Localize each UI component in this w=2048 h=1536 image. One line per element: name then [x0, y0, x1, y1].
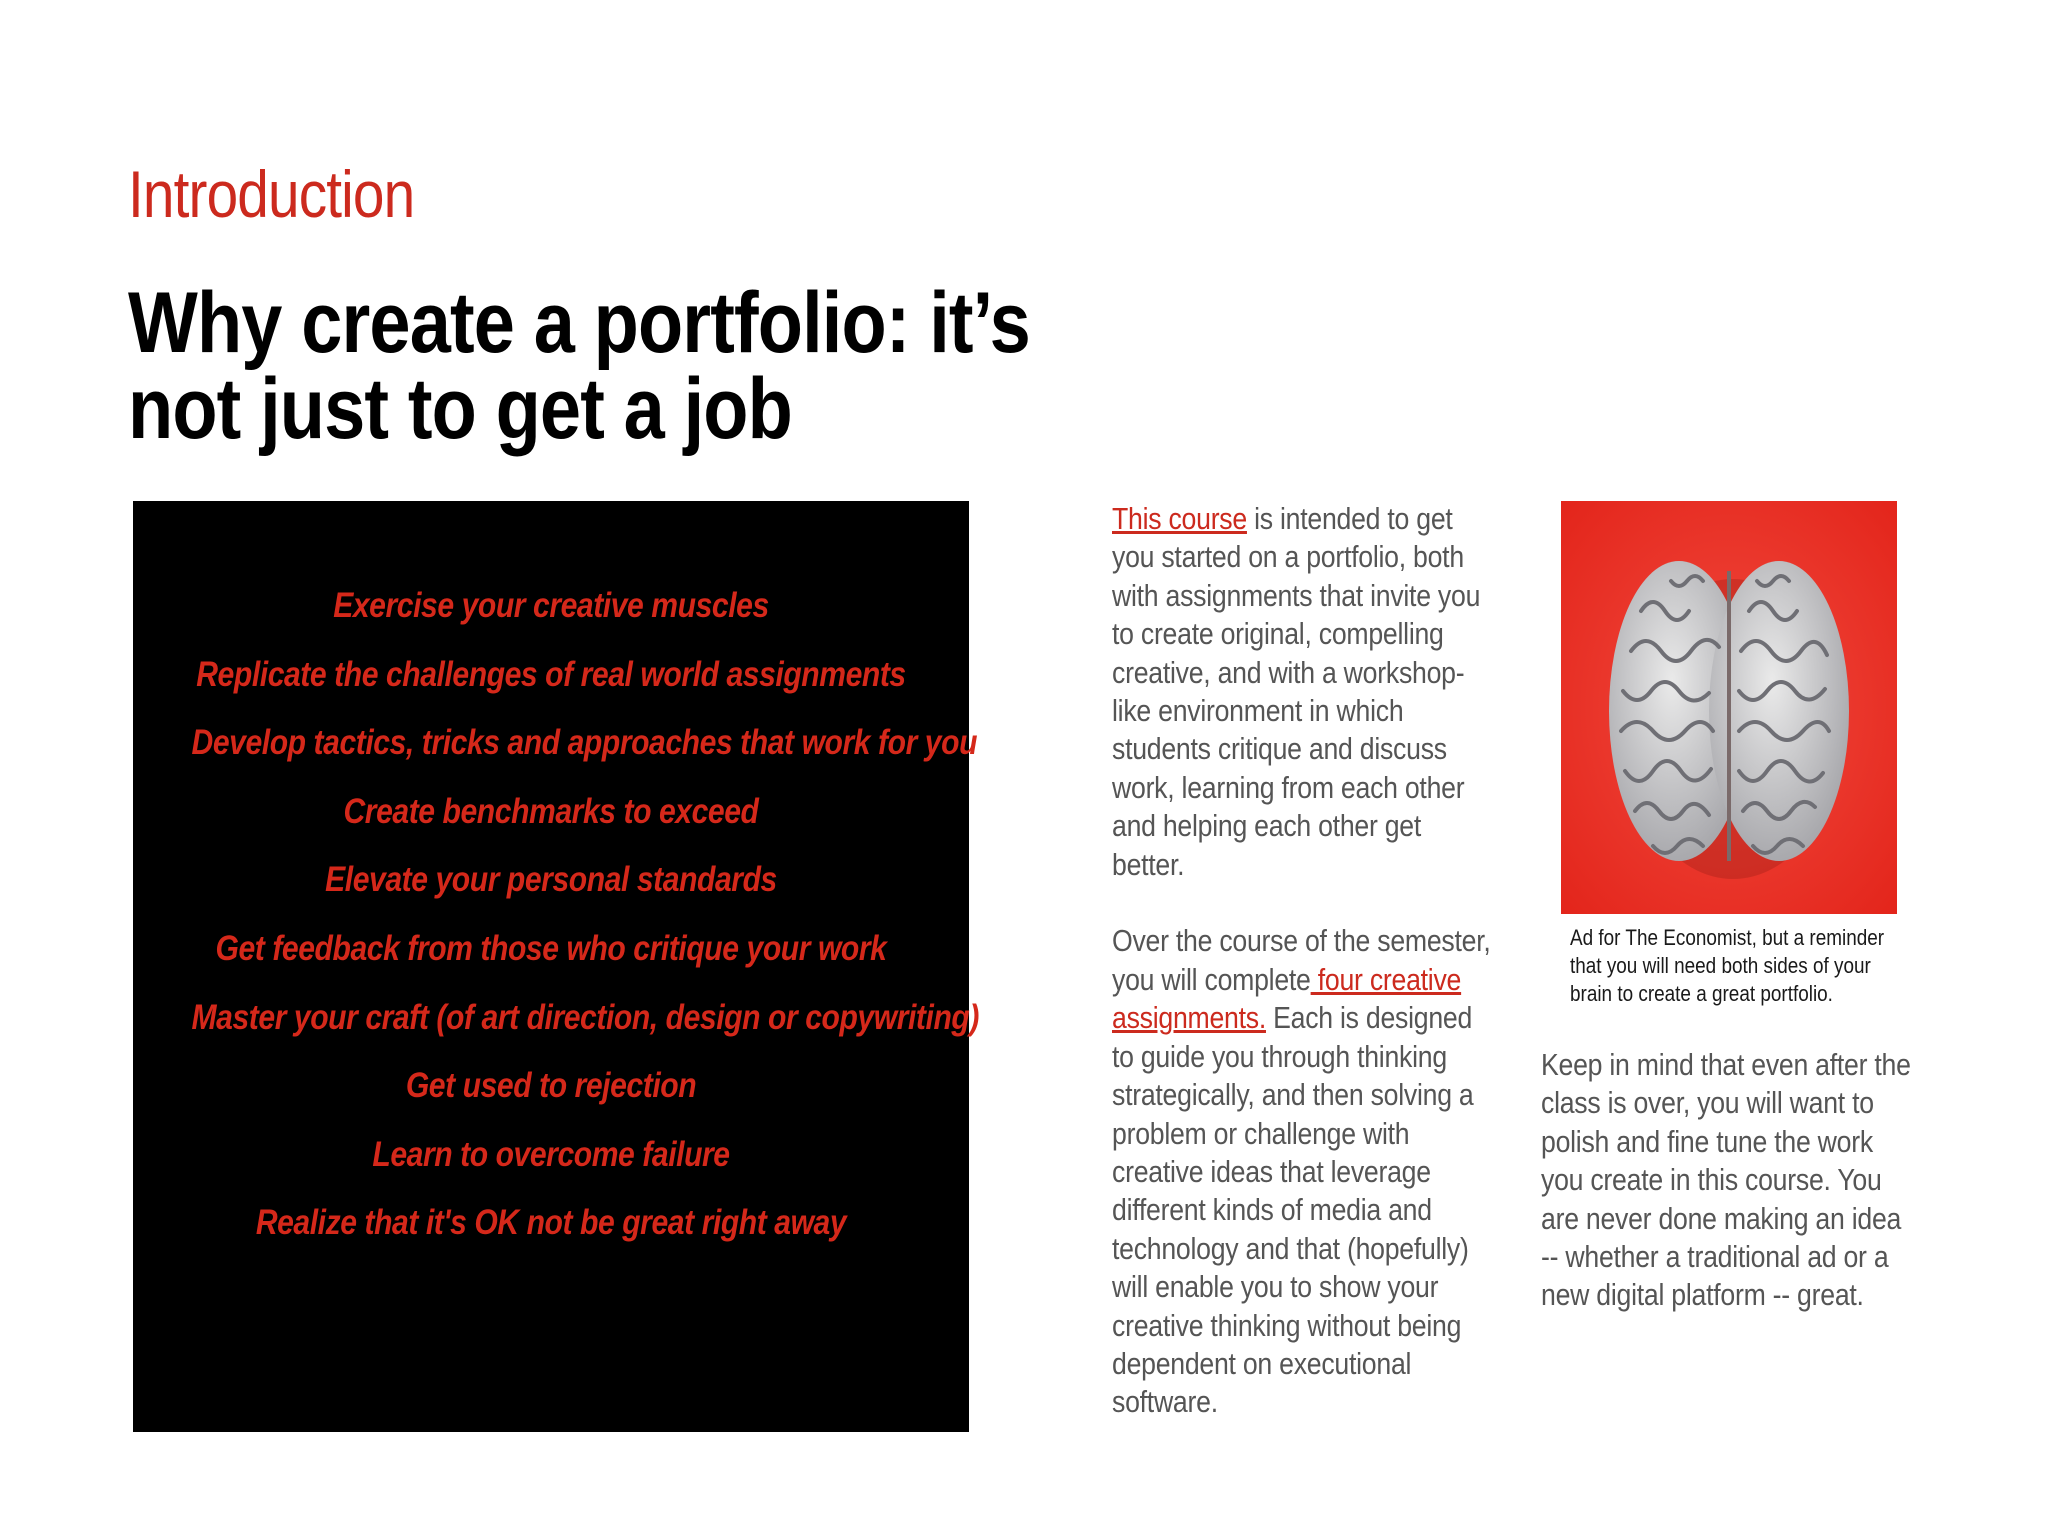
text-line: to create original, compelling: [1112, 616, 1444, 652]
four-creative-assignments-link[interactable]: four creative: [1310, 961, 1462, 997]
caption-line: brain to create a great portfolio.: [1570, 981, 1833, 1006]
text-line: strategically, and then solving a: [1112, 1077, 1474, 1113]
course-description: [1112, 500, 1491, 1422]
reasons-list: [133, 585, 979, 1271]
text-line: are never done making an idea: [1541, 1200, 1902, 1236]
brain-icon: [1561, 501, 1897, 914]
text-line: -- whether a traditional ad or a: [1541, 1239, 1889, 1275]
text-line: Keep in mind that even after the: [1541, 1047, 1911, 1082]
text-line: Over the course of the semester,: [1112, 923, 1491, 959]
image-caption: [1570, 924, 1884, 1008]
reason-item: Develop tactics, tricks and approaches that work for you: [191, 723, 978, 763]
text-line: better.: [1112, 846, 1185, 882]
reason-item: Get used to rejection: [405, 1066, 697, 1106]
text-span: you will complete: [1112, 961, 1311, 997]
page-title: [128, 275, 1030, 457]
text-line: like environment in which: [1112, 693, 1404, 729]
text-line: problem or challenge with: [1112, 1115, 1410, 1151]
caption-line: Ad for The Economist, but a reminder: [1570, 925, 1885, 950]
reason-item: Exercise your creative muscles: [333, 586, 769, 625]
economist-brain-ad-image: [1561, 501, 1897, 914]
text-span: is intended to get: [1246, 501, 1453, 536]
text-span: Each is designed: [1265, 1000, 1473, 1036]
page-title-line-1: Why create a portfolio: it’s: [128, 275, 1030, 371]
section-label: Introduction: [128, 157, 415, 231]
keep-in-mind-note: [1541, 1046, 1911, 1315]
text-line: [1112, 961, 1491, 999]
reason-item: Master your craft (of art direction, design or copywriting): [191, 997, 979, 1037]
four-creative-assignments-link[interactable]: assignments.: [1112, 1000, 1266, 1036]
reason-item: Get feedback from those who critique your work: [215, 928, 887, 968]
text-line: [1112, 500, 1491, 538]
caption-line: that you will need both sides of your: [1570, 953, 1871, 978]
text-line: you create in this course. You: [1541, 1162, 1882, 1198]
text-line: new digital platform -- great.: [1541, 1277, 1864, 1313]
reason-item: Create benchmarks to exceed: [343, 791, 759, 831]
text-line: [1112, 999, 1491, 1037]
text-line: class is over, you will want to: [1541, 1085, 1874, 1121]
text-line: creative thinking without being: [1112, 1307, 1462, 1343]
text-line: work, learning from each other: [1112, 769, 1465, 805]
page-title-line-2: not just to get a job: [128, 361, 792, 457]
text-line: creative ideas that leverage: [1112, 1153, 1431, 1189]
reason-item: Elevate your personal standards: [325, 860, 777, 900]
reason-item: Replicate the challenges of real world assignments: [196, 654, 906, 694]
text-line: software.: [1112, 1384, 1218, 1420]
text-line: you started on a portfolio, both: [1112, 539, 1464, 575]
text-line: will enable you to show your: [1112, 1269, 1439, 1305]
text-line: creative, and with a workshop-: [1112, 654, 1465, 690]
reason-item: Realize that it's OK not be great right away: [255, 1203, 847, 1243]
reasons-panel: [133, 501, 979, 1432]
text-line: technology and that (hopefully): [1112, 1230, 1469, 1266]
text-line: with assignments that invite you: [1112, 577, 1481, 613]
text-line: different kinds of media and: [1112, 1192, 1432, 1228]
text-line: dependent on executional: [1112, 1345, 1412, 1381]
text-line: students critique and discuss: [1112, 731, 1447, 767]
text-line: and helping each other get: [1112, 808, 1422, 844]
text-line: to guide you through thinking: [1112, 1038, 1447, 1074]
paragraph-gap: [1112, 884, 1491, 922]
text-line: polish and fine tune the work: [1541, 1123, 1873, 1159]
this-course-link[interactable]: This course: [1112, 501, 1247, 536]
reason-item: Learn to overcome failure: [372, 1134, 730, 1174]
